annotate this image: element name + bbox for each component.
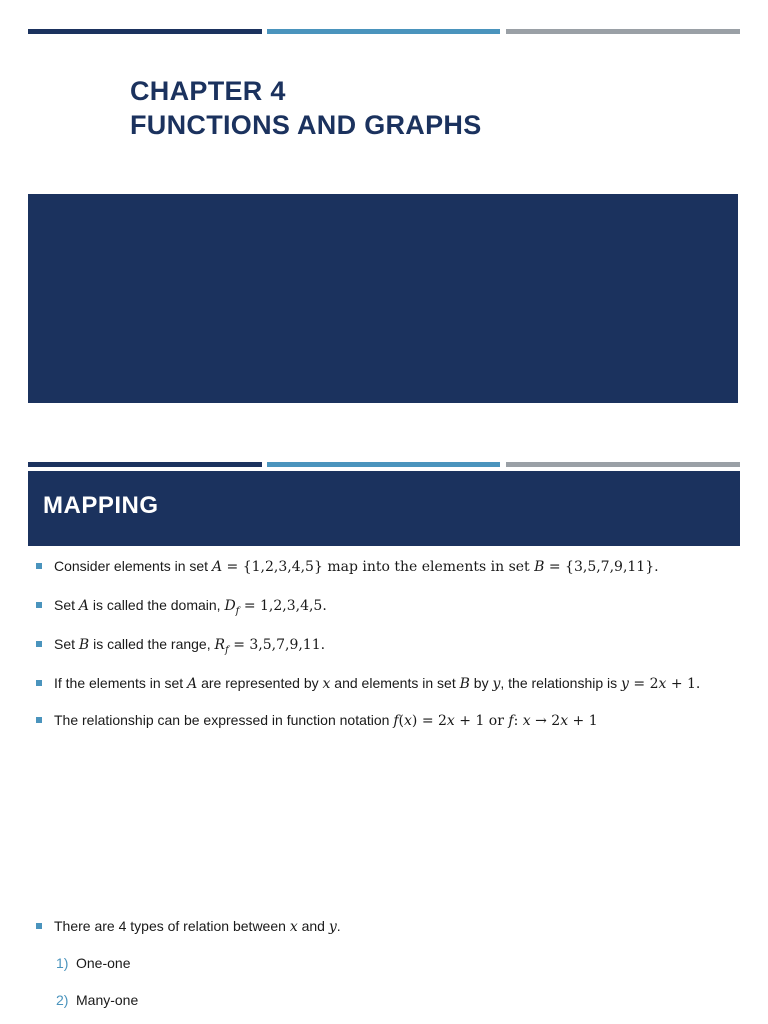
item-label: One-one: [76, 955, 131, 971]
bullet-text: Set B is called the range, $R_f = 3,5,7,9,11$.: [54, 636, 326, 656]
square-bullet-icon: [36, 923, 42, 929]
bullet-text: Consider elements in set A = {1,2,3,4,5} map into the elements in set B = {3,5,7,9,11}.: [54, 558, 659, 575]
accent-bar-navy: [28, 29, 262, 34]
square-bullet-icon: [36, 680, 42, 686]
item-number: 2): [56, 992, 69, 1008]
accent-bar-gray: [506, 462, 740, 467]
section-title: MAPPING: [43, 492, 159, 519]
item-label: Many-one: [76, 992, 139, 1008]
slide-title: [130, 74, 482, 142]
square-bullet-icon: [36, 641, 42, 647]
square-bullet-icon: [36, 602, 42, 608]
numbered-item: [56, 954, 130, 972]
title-line-2: FUNCTIONS AND GRAPHS: [130, 110, 482, 140]
square-bullet-icon: [36, 563, 42, 569]
title-color-block: [28, 194, 738, 403]
bullet-text: The relationship can be expressed in function notation f(x) = 2x + 1 or f: x → 2x + 1: [54, 712, 598, 729]
bullet-text: If the elements in set A are represented by x and elements in set B by y, the relationship is y = 2x + 1.: [54, 675, 701, 692]
square-bullet-icon: [36, 717, 42, 723]
bullet-text: Set A is called the domain, $D_f = 1,2,3,4,5$.: [54, 597, 327, 617]
accent-bar-gray: [506, 29, 740, 34]
accent-bar-navy: [28, 462, 262, 467]
accent-bar-teal: [267, 462, 500, 467]
accent-bar-teal: [267, 29, 500, 34]
bullet-text: There are 4 types of relation between x and y.: [54, 918, 341, 935]
item-number: 1): [56, 955, 69, 971]
numbered-item: [56, 991, 138, 1009]
title-line-1: CHAPTER 4: [130, 76, 286, 106]
